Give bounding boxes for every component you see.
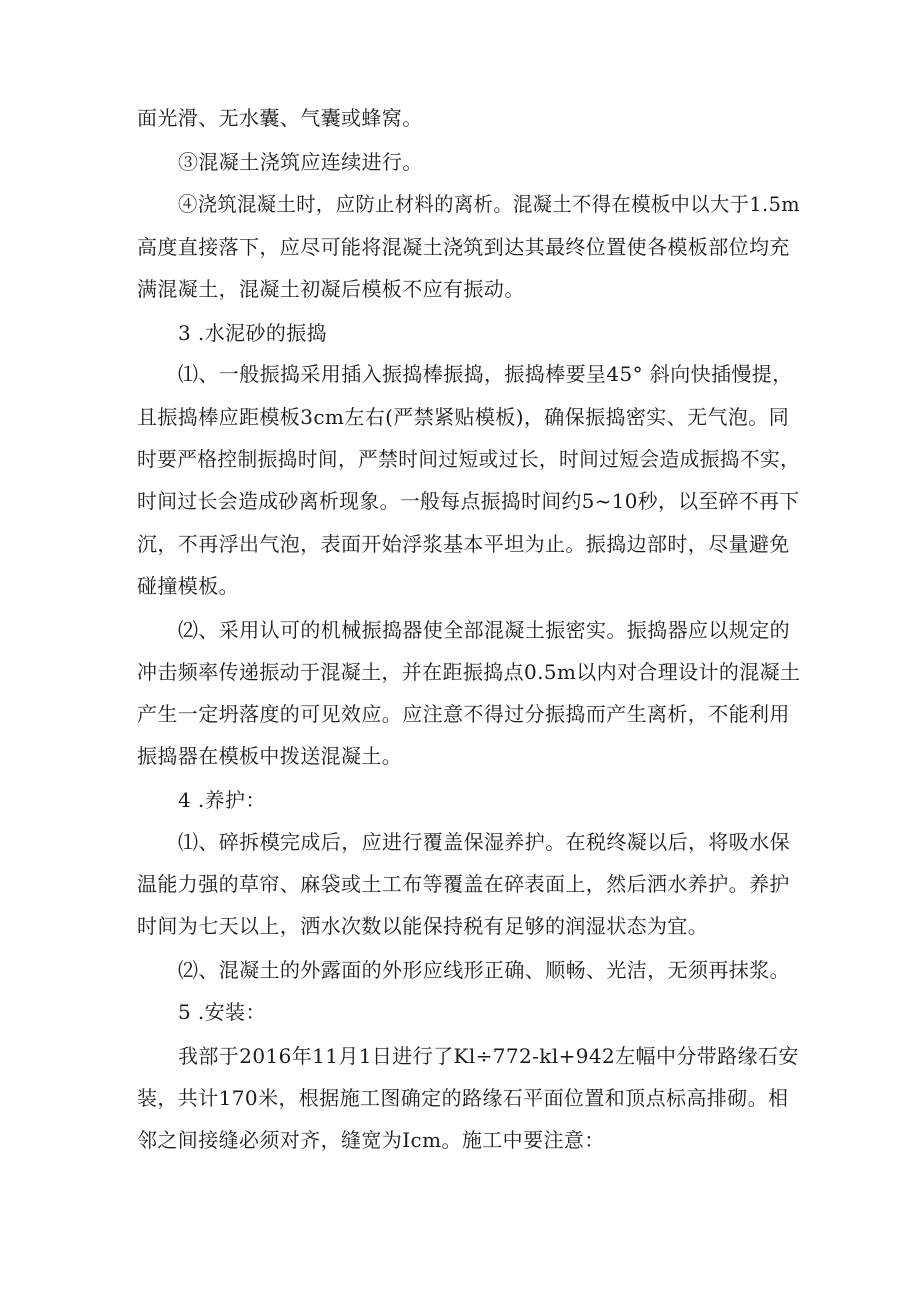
text-line: 冲击频率传递振动于混凝土，并在距振捣点0.5m以内对合理设计的混凝土 bbox=[137, 660, 801, 684]
text-line: 邻之间接缝必须对齐，缝宽为Icm。施工中要注意： bbox=[137, 1128, 605, 1152]
text-line: 我部于2016年11月1日进行了Kl÷772-kl+942左幅中分带路缘石安 bbox=[178, 1044, 799, 1068]
text-line: 装，共计170米，根据施工图确定的路缘石平面位置和顶点标高排砌。相 bbox=[137, 1086, 789, 1110]
text-line: 时间为七天以上，洒水次数以能保持税有足够的润湿状态为宜。 bbox=[137, 914, 709, 938]
text-line: 温能力强的草帘、麻袋或土工布等覆盖在碎表面上，然后洒水养护。养护 bbox=[137, 872, 790, 896]
text-line: ⑴、一般振捣采用插入振捣棒振捣，振捣棒要呈45° 斜向快插慢提， bbox=[178, 362, 793, 386]
text-line: ⑵、混凝土的外露面的外形应线形正确、顺畅、光洁，无须再抹浆。 bbox=[178, 958, 790, 982]
text-line: 碰撞模板。 bbox=[137, 574, 239, 598]
section-heading: 5 .安装： bbox=[178, 1000, 266, 1024]
text-line: ⑵、采用认可的机械振捣器使全部混凝土振密实。振捣器应以规定的 bbox=[178, 618, 790, 642]
text-line: 时要严格控制振捣时间，严禁时间过短或过长，时间过短会造成振捣不实， bbox=[137, 447, 801, 471]
text-line: ④浇筑混凝土时，应防止材料的离析。混凝土不得在模板中以大于1.5m bbox=[178, 192, 800, 216]
text-line: ③混凝土浇筑应连续进行。 bbox=[178, 150, 423, 174]
text-line: 沉，不再浮出气泡，表面开始浮浆基本平坦为止。振捣边部时，尽量避免 bbox=[137, 532, 790, 556]
section-heading: 4 .养护： bbox=[178, 788, 266, 812]
text-line: 产生一定坍落度的可见效应。应注意不得过分振捣而产生离析，不能利用 bbox=[137, 702, 790, 726]
text-line: 时间过长会造成砂离析现象。一般每点振捣时间约5~10秒，以至碎不再下 bbox=[137, 489, 800, 513]
text-line: 且振捣棒应距模板3cm左右(严禁紧贴模板)，确保振捣密实、无气泡。同 bbox=[137, 405, 790, 429]
text-line: 高度直接落下，应尽可能将混凝土浇筑到达其最终位置使各模板部位均充 bbox=[137, 235, 790, 259]
text-line: 满混凝土，混凝土初凝后模板不应有振动。 bbox=[137, 277, 525, 301]
text-line: 振捣器在模板中拨送混凝土。 bbox=[137, 744, 403, 768]
text-line: 面光滑、无水囊、气囊或蜂窝。 bbox=[137, 106, 423, 130]
section-heading: 3 .水泥砂的振捣 bbox=[178, 321, 328, 345]
text-line: ⑴、碎拆模完成后，应进行覆盖保湿养护。在税终凝以后，将吸水保 bbox=[178, 830, 790, 854]
